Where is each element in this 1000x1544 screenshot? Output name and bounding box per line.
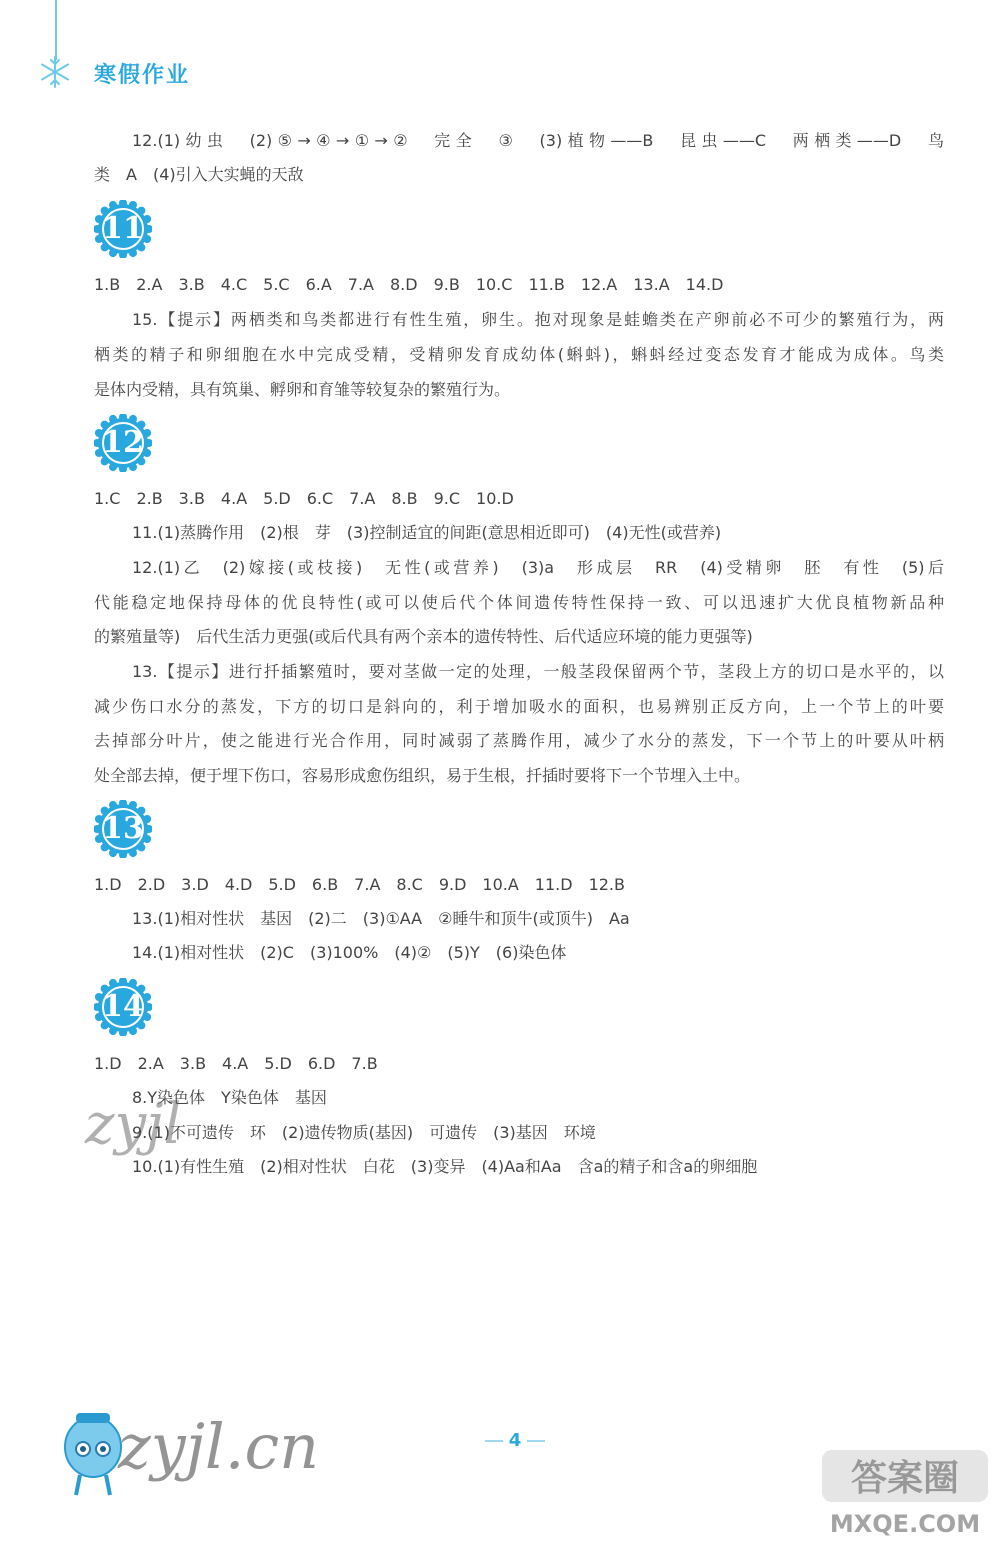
watermark-text: zyjl xyxy=(85,1092,182,1157)
answer-line: 8.Y染色体 Y染色体 基因 xyxy=(132,1088,327,1107)
answer-line: 13.(1)相对性状 基因 (2)二 (3)①AA ②睡牛和顶牛(或顶牛) Aa xyxy=(132,909,630,928)
answer-line: 栖类的精子和卵细胞在水中完成受精，受精卵发育成幼体(蝌蚪)，蝌蚪经过变态发育才能成为成体。鸟类 xyxy=(94,345,944,364)
answer-line: 11.(1)蒸腾作用 (2)根 芽 (3)控制适宜的间距(意思相近即可) (4)无性(或营养) xyxy=(132,523,722,542)
answer-line: 12.(1)幼虫 (2)⑤→④→①→② 完全 ③ (3)植物——B 昆虫——C 两栖类——D 鸟 xyxy=(132,131,944,150)
watermark-text: zyjl.cn xyxy=(118,1410,320,1483)
header-title: 寒假作业 xyxy=(94,63,191,88)
answer-line: 10.(1)有性生殖 (2)相对性状 白花 (3)变异 (4)Aa和Aa 含a的精子和含a的卵细胞 xyxy=(132,1157,758,1176)
section-number: 11 xyxy=(102,211,144,246)
answer-line: 代能稳定地保持母体的优良特性(或可以使后代个体间遗传特性保持一致、可以迅速扩大优良植物新品种 xyxy=(94,593,944,612)
section-badge-11 xyxy=(94,200,152,258)
answer-line: 14.(1)相对性状 (2)C (3)100% (4)② (5)Y (6)染色体 xyxy=(132,943,567,962)
answer-line: 13.【提示】进行扦插繁殖时，要对茎做一定的处理，一般茎段保留两个节，茎段上方的切口是水平的，以 xyxy=(132,662,944,681)
section-number: 14 xyxy=(102,989,144,1024)
answer-line: 是体内受精，具有筑巢、孵卵和育雏等较复杂的繁殖行为。 xyxy=(94,380,511,399)
answer-line: 1.D 2.A 3.B 4.A 5.D 6.D 7.B xyxy=(94,1054,378,1073)
section-badge-13 xyxy=(94,800,152,858)
answer-line: 去掉部分叶片，使之能进行光合作用，同时减弱了蒸腾作用，减少了水分的蒸发，下一个节上的叶要从叶柄 xyxy=(94,731,944,750)
answer-line: 15.【提示】两栖类和鸟类都进行有性生殖，卵生。抱对现象是蛙蟾类在产卵前必不可少的繁殖行为，两 xyxy=(132,310,944,329)
page-number: 4 xyxy=(470,1430,560,1451)
answer-line: 类 A (4)引入大实蝇的天敌 xyxy=(94,165,304,184)
answer-line: 的繁殖量等) 后代生活力更强(或后代具有两个亲本的遗传特性、后代适应环境的能力更强等) xyxy=(94,627,753,646)
answer-line: 处全部去掉，便于埋下伤口，容易形成愈伤组织，易于生根，扦插时要将下一个节埋入土中。 xyxy=(94,766,751,785)
section-badge-14 xyxy=(94,978,152,1036)
watermark-url: MXQE.COM xyxy=(829,1510,981,1538)
header-rule xyxy=(55,0,57,60)
section-badge-12 xyxy=(94,414,152,472)
answer-line: 1.D 2.D 3.D 4.D 5.D 6.B 7.A 8.C 9.D 10.A 11.D 12.B xyxy=(94,875,625,894)
section-number: 12 xyxy=(102,425,144,460)
answer-line: 1.B 2.A 3.B 4.C 5.C 6.A 7.A 8.D 9.B 10.C 11.B 12.A 13.A 14.D xyxy=(94,275,724,294)
watermark-logo-text: 答案圈 xyxy=(850,1458,960,1499)
answer-line: 1.C 2.B 3.B 4.A 5.D 6.C 7.A 8.B 9.C 10.D xyxy=(94,489,514,508)
answer-line: 9.(1)不可遗传 环 (2)遗传物质(基因) 可遗传 (3)基因 环境 xyxy=(132,1123,596,1142)
section-number: 13 xyxy=(102,811,144,846)
watermark-logo xyxy=(820,1448,990,1538)
answer-line: 12.(1)乙 (2)嫁接(或枝接) 无性(或营养) (3)a 形成层 RR (4)受精卵 胚 有性 (5)后 xyxy=(132,558,944,577)
snowflake-icon xyxy=(38,55,72,89)
answer-line: 减少伤口水分的蒸发，下方的切口是斜向的，利于增加吸水的面积，也易辨别正反方向，上一个节上的叶要 xyxy=(94,697,944,716)
